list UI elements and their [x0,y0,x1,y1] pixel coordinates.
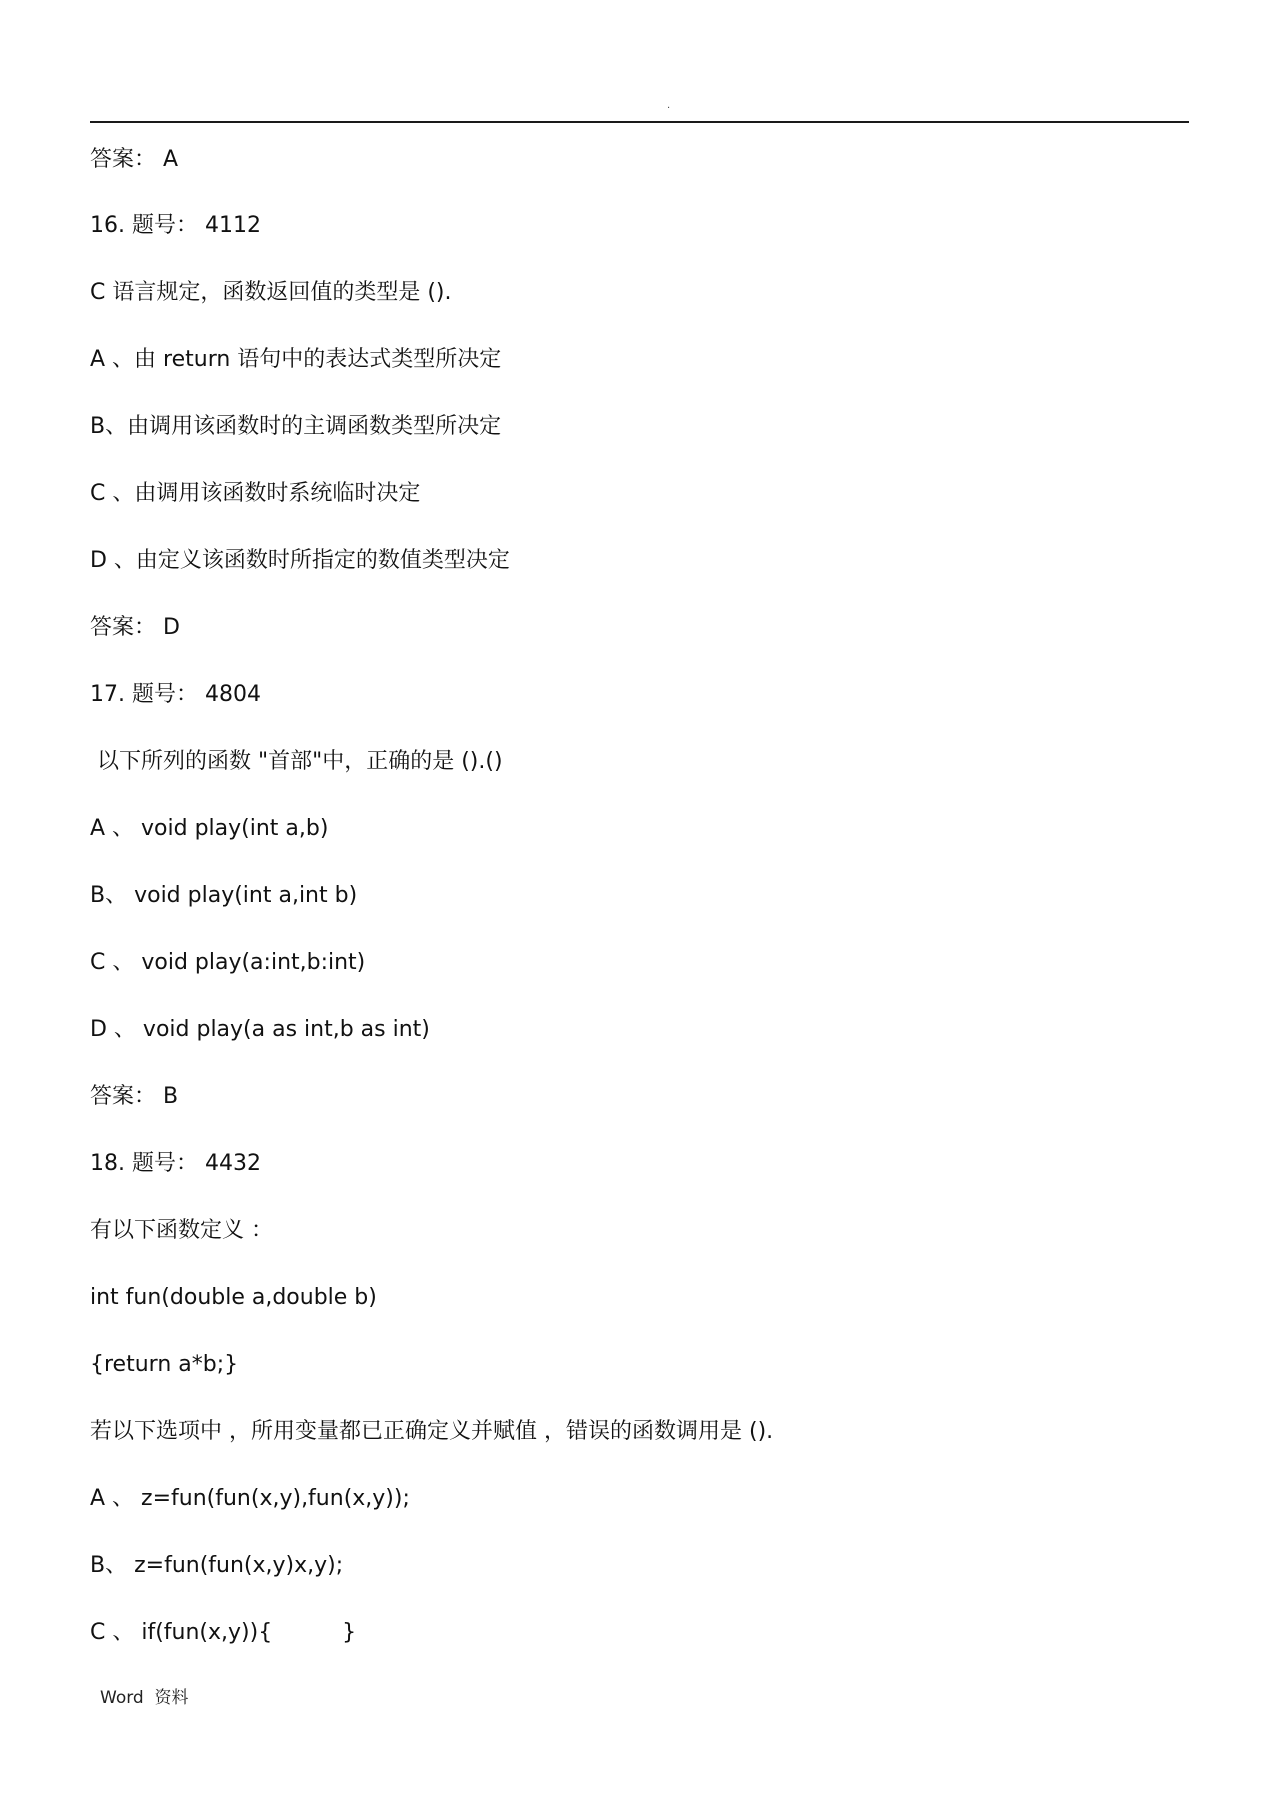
question-text: C 语言规定，函数返回值的类型是 (). [90,280,452,305]
option-a: A 、 void play(int a,b) [90,816,329,841]
option-a: A 、 z=fun(fun(x,y),fun(x,y)); [90,1486,410,1511]
option-c: C 、 void play(a:int,b:int) [90,950,366,975]
option-b: B、 z=fun(fun(x,y)x,y); [90,1553,344,1578]
footer-label: Word 资料 [100,1688,189,1708]
question-number: 16. 题号： 4112 [90,213,261,238]
code-line: {return a*b;} [90,1352,239,1377]
answer-line: 答案： B [90,1084,179,1109]
question-text: 以下所列的函数 "首部"中，正确的是 ().() [90,749,503,774]
answer-line: 答案： D [90,615,180,640]
question-number: 18. 题号： 4432 [90,1151,261,1176]
option-d: D 、 void play(a as int,b as int) [90,1017,430,1042]
option-d: D 、由定义该函数时所指定的数值类型决定 [90,548,510,573]
question-text: 若以下选项中 ，所用变量都已正确定义并赋值 ，错误的函数调用是 (). [90,1419,774,1444]
option-a: A 、由 return 语句中的表达式类型所决定 [90,347,502,372]
header-rule [90,121,1189,123]
question-number: 17. 题号： 4804 [90,682,261,707]
option-c: C 、 if(fun(x,y)){ } [90,1620,357,1645]
header-mark: . [667,100,671,111]
question-text: 有以下函数定义 ： [90,1218,273,1243]
option-c: C 、由调用该函数时系统临时决定 [90,481,421,506]
option-b: B、 void play(int a,int b) [90,883,358,908]
answer-line: 答案： A [90,147,179,172]
option-b: B、由调用该函数时的主调函数类型所决定 [90,414,502,439]
code-line: int fun(double a,double b) [90,1285,377,1310]
